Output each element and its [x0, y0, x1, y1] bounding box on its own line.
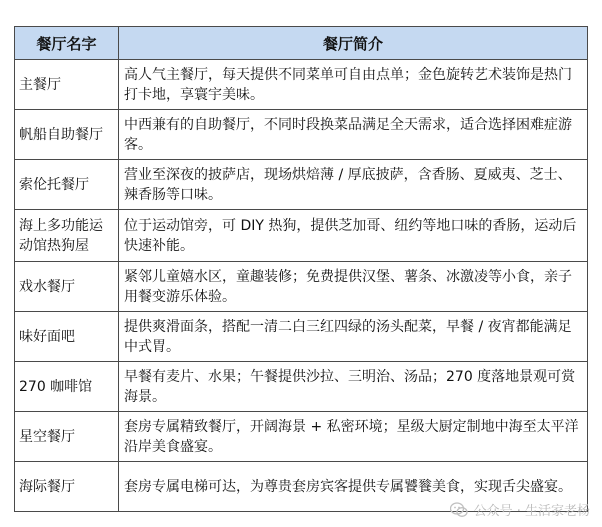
table-row	[15, 412, 588, 462]
table-row	[15, 312, 588, 362]
restaurant-desc-cell: 中西兼有的自助餐厅，不同时段换菜品满足全天需求，适合选择困难症游客。	[119, 110, 588, 160]
restaurant-table	[14, 26, 588, 512]
restaurant-desc-cell: 套房专属精致餐厅，开阔海景 + 私密环境；星级大厨定制地中海至太平洋沿岸美食盛宴。	[119, 412, 588, 462]
table-row	[15, 160, 588, 210]
restaurant-name-cell: 索伦托餐厅	[15, 160, 119, 210]
restaurant-desc-cell: 提供爽滑面条，搭配一清二白三红四绿的汤头配菜，早餐 / 夜宵都能满足中式胃。	[119, 312, 588, 362]
header-restaurant-intro: 餐厅简介	[119, 27, 588, 60]
wechat-official-account-icon	[450, 502, 468, 518]
restaurant-desc-cell: 营业至深夜的披萨店，现场烘焙薄 / 厚底披萨，含香肠、夏威夷、芝士、辣香肠等口味。	[119, 160, 588, 210]
watermark-text: 公众号 · 生活家老杨	[473, 504, 590, 519]
table-row	[15, 362, 588, 412]
table-row	[15, 210, 588, 262]
table-row	[15, 110, 588, 160]
table-row	[15, 60, 588, 110]
table-header-row	[15, 27, 588, 60]
restaurant-name-cell: 主餐厅	[15, 60, 119, 110]
restaurant-name-cell: 戏水餐厅	[15, 262, 119, 312]
restaurant-desc-cell: 紧邻儿童嬉水区，童趣装修；免费提供汉堡、薯条、冰激凌等小食，亲子用餐变游乐体验。	[119, 262, 588, 312]
restaurant-desc-cell: 套房专属电梯可达，为尊贵套房宾客提供专属饕餮美食，实现舌尖盛宴。	[119, 462, 588, 512]
table-row	[15, 262, 588, 312]
restaurant-name-cell: 270 咖啡馆	[15, 362, 119, 412]
header-restaurant-name: 餐厅名字	[15, 27, 119, 60]
watermark	[450, 500, 590, 519]
restaurant-desc-cell: 早餐有麦片、水果；午餐提供沙拉、三明治、汤品；270 度落地景观可赏海景。	[119, 362, 588, 412]
restaurant-name-cell: 星空餐厅	[15, 412, 119, 462]
restaurant-desc-cell: 高人气主餐厅，每天提供不同菜单可自由点单；金色旋转艺术装饰是热门打卡地，享寰宇美味。	[119, 60, 588, 110]
restaurant-name-cell: 海上多功能运动馆热狗屋	[15, 210, 119, 262]
restaurant-name-cell: 帆船自助餐厅	[15, 110, 119, 160]
restaurant-table-container	[14, 26, 587, 512]
restaurant-desc-cell: 位于运动馆旁，可 DIY 热狗，提供芝加哥、纽约等地口味的香肠，运动后快速补能。	[119, 210, 588, 262]
restaurant-name-cell: 海际餐厅	[15, 462, 119, 512]
restaurant-name-cell: 味好面吧	[15, 312, 119, 362]
